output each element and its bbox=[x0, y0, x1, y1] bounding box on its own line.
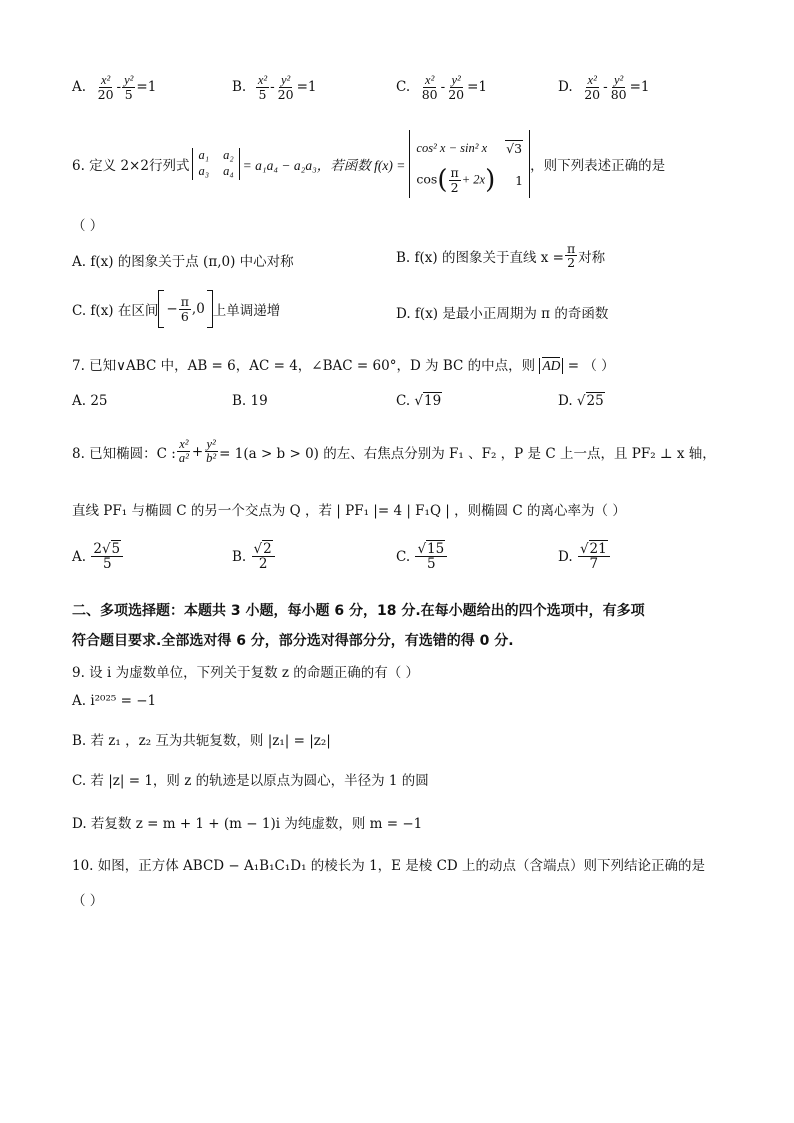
question-lead: 6. 定义 2×2行列式 bbox=[72, 158, 190, 174]
denominator: 20 bbox=[277, 87, 294, 103]
det-r1c1: cos² x − sin² x bbox=[416, 140, 488, 155]
denominator: 5 bbox=[427, 556, 436, 573]
denominator: 20 bbox=[584, 87, 601, 103]
q6-option-c bbox=[72, 290, 280, 328]
fraction bbox=[565, 242, 577, 269]
option-label: B. bbox=[232, 548, 247, 565]
option-text: B. f(x) 的图象关于直线 x = bbox=[396, 249, 564, 266]
option-text: C. f(x) 在区间 bbox=[72, 303, 159, 319]
function-determinant bbox=[409, 130, 530, 198]
fraction bbox=[609, 74, 629, 101]
q8-stem-line2: 直线 PF₁ 与椭圆 C 的另一个交点为 Q ，若 | PF₁ |= 4 | F₁Q | ，则椭圆 C 的离心率为（ ） bbox=[72, 503, 626, 519]
fraction bbox=[256, 74, 269, 101]
numerator: y² bbox=[451, 73, 461, 87]
denominator: 20 bbox=[448, 87, 465, 103]
cos-argument: + 2x bbox=[461, 172, 486, 187]
fraction bbox=[415, 542, 447, 571]
vector-magnitude bbox=[539, 358, 563, 374]
fraction bbox=[96, 74, 116, 101]
q9-option-b: B. 若 z₁ ，z₂ 互为共轭复数，则 |z₁| = |z₂| bbox=[72, 733, 331, 749]
numerator: x² bbox=[425, 73, 435, 87]
fraction bbox=[91, 542, 123, 571]
fraction bbox=[446, 74, 466, 101]
numerator: π bbox=[180, 294, 189, 310]
numerator: π bbox=[450, 165, 459, 181]
det-r1c2: √3 bbox=[506, 141, 523, 156]
option-label: C. bbox=[396, 79, 411, 96]
denominator: b² bbox=[206, 451, 217, 466]
denominator: 2 bbox=[567, 255, 576, 271]
q9-stem: 9. 设 i 为虚数单位，下列关于复数 z 的命题正确的有（ ） bbox=[72, 665, 420, 681]
denominator: 5 bbox=[102, 556, 112, 573]
radicand: 2 bbox=[263, 541, 272, 557]
q6-option-a: A. f(x) 的图象关于点 (π,0) 中心对称 bbox=[72, 254, 294, 270]
denominator: 7 bbox=[589, 556, 599, 573]
radicand: 19 bbox=[424, 393, 442, 409]
question-text: 8. 已知椭圆：C : bbox=[72, 445, 176, 462]
numerator: x² bbox=[179, 437, 189, 451]
numerator: y² bbox=[124, 73, 134, 87]
numerator: √21 bbox=[578, 542, 610, 557]
denominator: 6 bbox=[180, 308, 189, 324]
option-text: 上单调递增 bbox=[212, 303, 281, 319]
numerator: y² bbox=[206, 437, 216, 451]
denominator: 80 bbox=[421, 87, 438, 103]
numerator: x² bbox=[257, 73, 268, 87]
equation-tail: =1 bbox=[136, 79, 157, 96]
det-a2: a₂ bbox=[223, 148, 234, 163]
q6-answer-blank: （ ） bbox=[72, 218, 104, 234]
radicand: 5 bbox=[111, 541, 121, 557]
denominator: 5 bbox=[258, 87, 267, 103]
det-a4: a₄ bbox=[223, 164, 234, 178]
fraction bbox=[449, 166, 461, 193]
fraction bbox=[276, 74, 296, 101]
fraction bbox=[177, 438, 191, 465]
section-heading-line1: 二、多项选择题：本题共 3 小题，每小题 6 分，18 分.在每小题给出的四个选项中，有多项 bbox=[72, 603, 645, 619]
q5-option-a: A. $\frac{\text{x²}}{20}$ - $\frac{\text{y²}}{5}$ =1 bbox=[72, 73, 157, 103]
interval: − $\frac{\pi}{6}$ ,0 bbox=[158, 290, 212, 328]
question-text: = （ ） bbox=[567, 358, 615, 374]
option-label: D. bbox=[558, 548, 573, 565]
coefficient: 2 bbox=[93, 541, 102, 557]
numerator: √2 bbox=[252, 542, 275, 557]
det-a1: a₁ bbox=[198, 148, 210, 163]
q7-option-d: D. √25 bbox=[558, 393, 604, 409]
option-label: C. bbox=[396, 393, 411, 409]
numerator: x² bbox=[100, 73, 111, 87]
numerator: π bbox=[566, 241, 576, 256]
numerator: y² bbox=[280, 73, 291, 87]
fraction bbox=[420, 74, 440, 101]
numerator: x² bbox=[587, 73, 597, 87]
q7-option-a: A. 25 bbox=[72, 393, 108, 409]
option-label: A. bbox=[72, 548, 87, 565]
option-label: C. bbox=[396, 548, 411, 565]
det-a3: a₃ bbox=[198, 164, 210, 178]
fraction bbox=[582, 74, 602, 101]
option-label: D. bbox=[558, 79, 573, 96]
denominator: 5 bbox=[124, 87, 133, 103]
radicand: 15 bbox=[427, 541, 445, 557]
q5-option-d: D. $\frac{\text{x²}}{20}$ - $\frac{\text{y²}}{80}$ =1 bbox=[558, 73, 650, 103]
equation-tail: =1 bbox=[629, 79, 650, 96]
q10-stem: 10. 如图，正方体 ABCD − A₁B₁C₁D₁ 的棱长为 1，E 是棱 CD 上的动点（含端点）则下列结论正确的是 bbox=[72, 858, 706, 874]
fraction bbox=[252, 542, 275, 571]
denominator: 2 bbox=[450, 179, 459, 195]
definition-rhs: = a₁a₄ − a₂a₃，若函数 f(x) = bbox=[242, 158, 406, 173]
q8-option-b bbox=[232, 542, 276, 571]
numerator: 2√5 bbox=[91, 542, 123, 557]
numerator: y² bbox=[614, 73, 624, 87]
option-text: 对称 bbox=[578, 249, 606, 266]
determinant-definition bbox=[192, 148, 239, 179]
denominator: 80 bbox=[610, 87, 627, 103]
q9-option-d: D. 若复数 z = m + 1 + (m − 1)i 为纯虚数，则 m = −1 bbox=[72, 816, 423, 832]
q8-option-c bbox=[396, 542, 448, 571]
question-text: 7. 已知∨ABC 中，AB = 6，AC = 4，∠BAC = 60°，D 为 BC 的中点，则 bbox=[72, 358, 536, 374]
denominator: 2 bbox=[258, 556, 268, 573]
fraction bbox=[122, 74, 135, 101]
numerator: √15 bbox=[415, 542, 447, 557]
q7-option-b: B. 19 bbox=[232, 393, 268, 409]
q8-option-a bbox=[72, 542, 124, 571]
option-label: A. bbox=[72, 79, 87, 96]
denominator: 20 bbox=[97, 87, 114, 103]
q8-option-d bbox=[558, 542, 611, 571]
cos-label: cos bbox=[416, 171, 438, 187]
radicand: 21 bbox=[589, 541, 607, 557]
option-label: D. bbox=[558, 393, 573, 409]
fraction bbox=[204, 438, 218, 465]
equation-tail: =1 bbox=[467, 79, 488, 96]
det-r2c2: 1 bbox=[515, 172, 524, 188]
q9-option-c: C. 若 |z| = 1，则 z 的轨迹是以原点为圆心，半径为 1 的圆 bbox=[72, 773, 429, 789]
q5-option-c: C. $\frac{\text{x²}}{80}$ - $\frac{\text{y²}}{20}$ =1 bbox=[396, 73, 488, 103]
q6-stem bbox=[72, 130, 734, 198]
fraction bbox=[179, 295, 191, 322]
q5-option-b: B. $\frac{\text{x²}}{5}$ - $\frac{\text{y²}}{20}$ =1 bbox=[232, 73, 317, 103]
fraction bbox=[578, 542, 610, 571]
q7-stem bbox=[72, 354, 734, 374]
q8-stem-line1: 8. 已知椭圆：C : $\frac{\text{x²}}{\text{a²}}$ + $\frac{\text{y²}}{\text{b²}}$ = 1(a > b > 0) 的左、右焦点分别为 F₁ 、F₂ ，P 是 C 上一点，且 PF₂ ⊥ x 轴， bbox=[72, 437, 716, 466]
question-text: = 1(a > b > 0) 的左、右焦点分别为 F₁ 、F₂ ，P 是 C 上一点，且 PF₂ ⊥ x 轴， bbox=[219, 445, 716, 462]
q10-answer-blank: （ ） bbox=[72, 893, 104, 909]
q9-option-a: A. i²⁰²⁵ = −1 bbox=[72, 693, 157, 709]
option-label: B. bbox=[232, 79, 247, 96]
section-heading-line2: 符合题目要求.全部选对得 6 分，部分选对得部分分，有选错的得 0 分. bbox=[72, 633, 514, 649]
q6-option-b bbox=[396, 242, 605, 269]
vector-ad: AD bbox=[542, 358, 561, 373]
radicand: 25 bbox=[586, 393, 604, 409]
question-tail: ，则下列表述正确的是 bbox=[530, 158, 666, 174]
det-r2c1: cos( $\frac{\pi}{2}$ + 2x) bbox=[416, 165, 496, 195]
denominator: a² bbox=[178, 451, 189, 466]
q6-option-d: D. f(x) 是最小正周期为 π 的奇函数 bbox=[396, 306, 609, 322]
equation-tail: =1 bbox=[296, 79, 317, 96]
q7-option-c: C. √19 bbox=[396, 393, 442, 409]
